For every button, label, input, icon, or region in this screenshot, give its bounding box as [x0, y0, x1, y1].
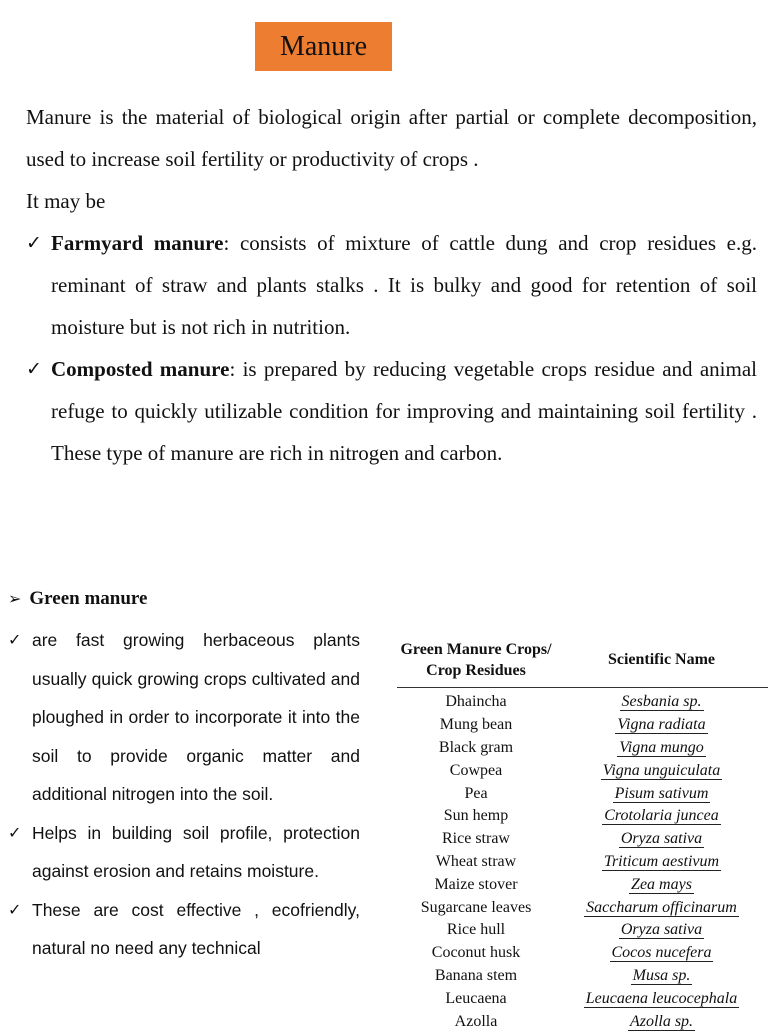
- title-box: [255, 22, 392, 71]
- crop-cell: Mung bean: [439, 716, 513, 734]
- table-row: [397, 691, 768, 714]
- scientific-name: Sesbania sp.: [621, 693, 702, 711]
- table-row: [397, 851, 768, 874]
- crop-cell: Leucaena: [445, 989, 507, 1007]
- scientific-cell: [555, 921, 768, 939]
- scientific-cell: [555, 876, 768, 894]
- crop-cell: Pea: [464, 784, 488, 802]
- scientific-cell: [555, 693, 768, 711]
- list-item: [8, 814, 360, 891]
- point-text: are fast growing herbaceous plants usually quick growing crops cultivated and ploughed in order to incorporate it into the soil to provide organic matter and additional nitrogen into the soil.: [32, 630, 360, 804]
- scientific-cell: [555, 990, 768, 1008]
- table-row: [397, 828, 768, 851]
- list-item: [26, 348, 757, 474]
- crop-cell: Banana stem: [434, 966, 518, 984]
- table-row: [397, 942, 768, 965]
- scientific-cell: [555, 944, 768, 962]
- crop-cell: Coconut husk: [431, 944, 521, 962]
- green-manure-list: [8, 621, 360, 968]
- checkmark-icon: ✓: [26, 232, 42, 254]
- crop-cell: Wheat straw: [435, 852, 517, 870]
- scientific-cell: [555, 853, 768, 871]
- scientific-cell: [555, 899, 768, 917]
- crop-cell: Maize stover: [434, 875, 518, 893]
- table-row: [397, 873, 768, 896]
- list-item: [8, 891, 360, 968]
- crop-cell: Azolla: [454, 1012, 498, 1030]
- scientific-name: Saccharum officinarum: [586, 898, 737, 916]
- lead-text: It may be: [26, 189, 106, 213]
- type-text: : is prepared by reducing vegetable crops residue and animal refuge to quickly utilizable condition for improving and maintaining soil fertility . These type of manure are rich in nitrogen and carbon.: [51, 357, 757, 465]
- table-row: [397, 1010, 768, 1033]
- page-title: Manure: [279, 30, 368, 62]
- intro: [26, 96, 757, 222]
- checkmark-icon: ✓: [8, 822, 22, 842]
- point-text: These are cost effective , ecofriendly, natural no need any technical: [32, 899, 360, 958]
- scientific-cell: [555, 739, 768, 757]
- crop-cell: Rice straw: [442, 830, 510, 848]
- crop-cell: Dhaincha: [445, 693, 507, 711]
- definition-text: Manure is the material of biological origin after partial or complete decomposition, used to increase soil fertility or productivity of crops .: [26, 105, 757, 171]
- table-body: [397, 688, 768, 1033]
- table-row: [397, 965, 768, 988]
- table-row: [397, 896, 768, 919]
- scientific-name: Triticum aestivum: [603, 852, 720, 870]
- scientific-name: Vigna radiata: [617, 716, 706, 734]
- crop-cell: Sugarcane leaves: [420, 898, 532, 916]
- scientific-name: Musa sp.: [632, 966, 691, 984]
- scientific-cell: [555, 785, 768, 803]
- column-header-scientific: Scientific Name: [607, 651, 716, 668]
- table-row: [397, 759, 768, 782]
- table-row: [397, 805, 768, 828]
- checkmark-icon: ✓: [26, 358, 42, 380]
- scientific-cell: [555, 1013, 768, 1031]
- table-row: [397, 919, 768, 942]
- scientific-name: Vigna mungo: [619, 738, 704, 756]
- list-item: [26, 222, 757, 348]
- table-row: [397, 737, 768, 760]
- column-header-crop: Green Manure Crops/ Crop Residues: [400, 640, 552, 679]
- scientific-name: Pisum sativum: [614, 784, 709, 802]
- checkmark-icon: ✓: [8, 899, 22, 919]
- green-manure-heading: [8, 588, 147, 610]
- scientific-name: Leucaena leucocephala: [585, 989, 738, 1007]
- scientific-name: Oryza sativa: [620, 830, 703, 848]
- green-manure-heading-text: Green manure: [29, 588, 148, 609]
- scientific-cell: [555, 716, 768, 734]
- scientific-name: Crotolaria juncea: [604, 807, 719, 825]
- scientific-cell: [555, 830, 768, 848]
- list-item: [8, 621, 360, 814]
- table-row: [397, 987, 768, 1010]
- scientific-cell: [555, 762, 768, 780]
- table-header: [397, 632, 768, 688]
- type-text: : consists of mixture of cattle dung and crop residues e.g. reminant of straw and plants stalks . It is bulky and good for retention of soil moisture but is not rich in nutrition.: [51, 231, 757, 339]
- scientific-name: Oryza sativa: [620, 921, 703, 939]
- crop-cell: Cowpea: [449, 761, 503, 779]
- scientific-name: Vigna unguiculata: [602, 761, 721, 779]
- type-name: Composted manure: [51, 357, 230, 381]
- manure-types-list: [26, 222, 757, 474]
- type-name: Farmyard manure: [51, 231, 224, 255]
- scientific-cell: [555, 807, 768, 825]
- point-text: Helps in building soil profile, protection against erosion and retains moisture.: [32, 822, 360, 881]
- crop-cell: Sun hemp: [443, 807, 509, 825]
- table-row: [397, 782, 768, 805]
- scientific-name: Cocos nucefera: [611, 944, 712, 962]
- scientific-name: Zea mays: [631, 875, 692, 893]
- scientific-cell: [555, 967, 768, 985]
- arrow-bullet-icon: ➢: [8, 589, 22, 608]
- table-row: [397, 714, 768, 737]
- checkmark-icon: ✓: [8, 630, 22, 649]
- green-manure-table: [397, 632, 768, 1033]
- crop-cell: Black gram: [438, 738, 514, 756]
- scientific-name: Azolla sp.: [629, 1012, 694, 1030]
- crop-cell: Rice hull: [446, 921, 506, 939]
